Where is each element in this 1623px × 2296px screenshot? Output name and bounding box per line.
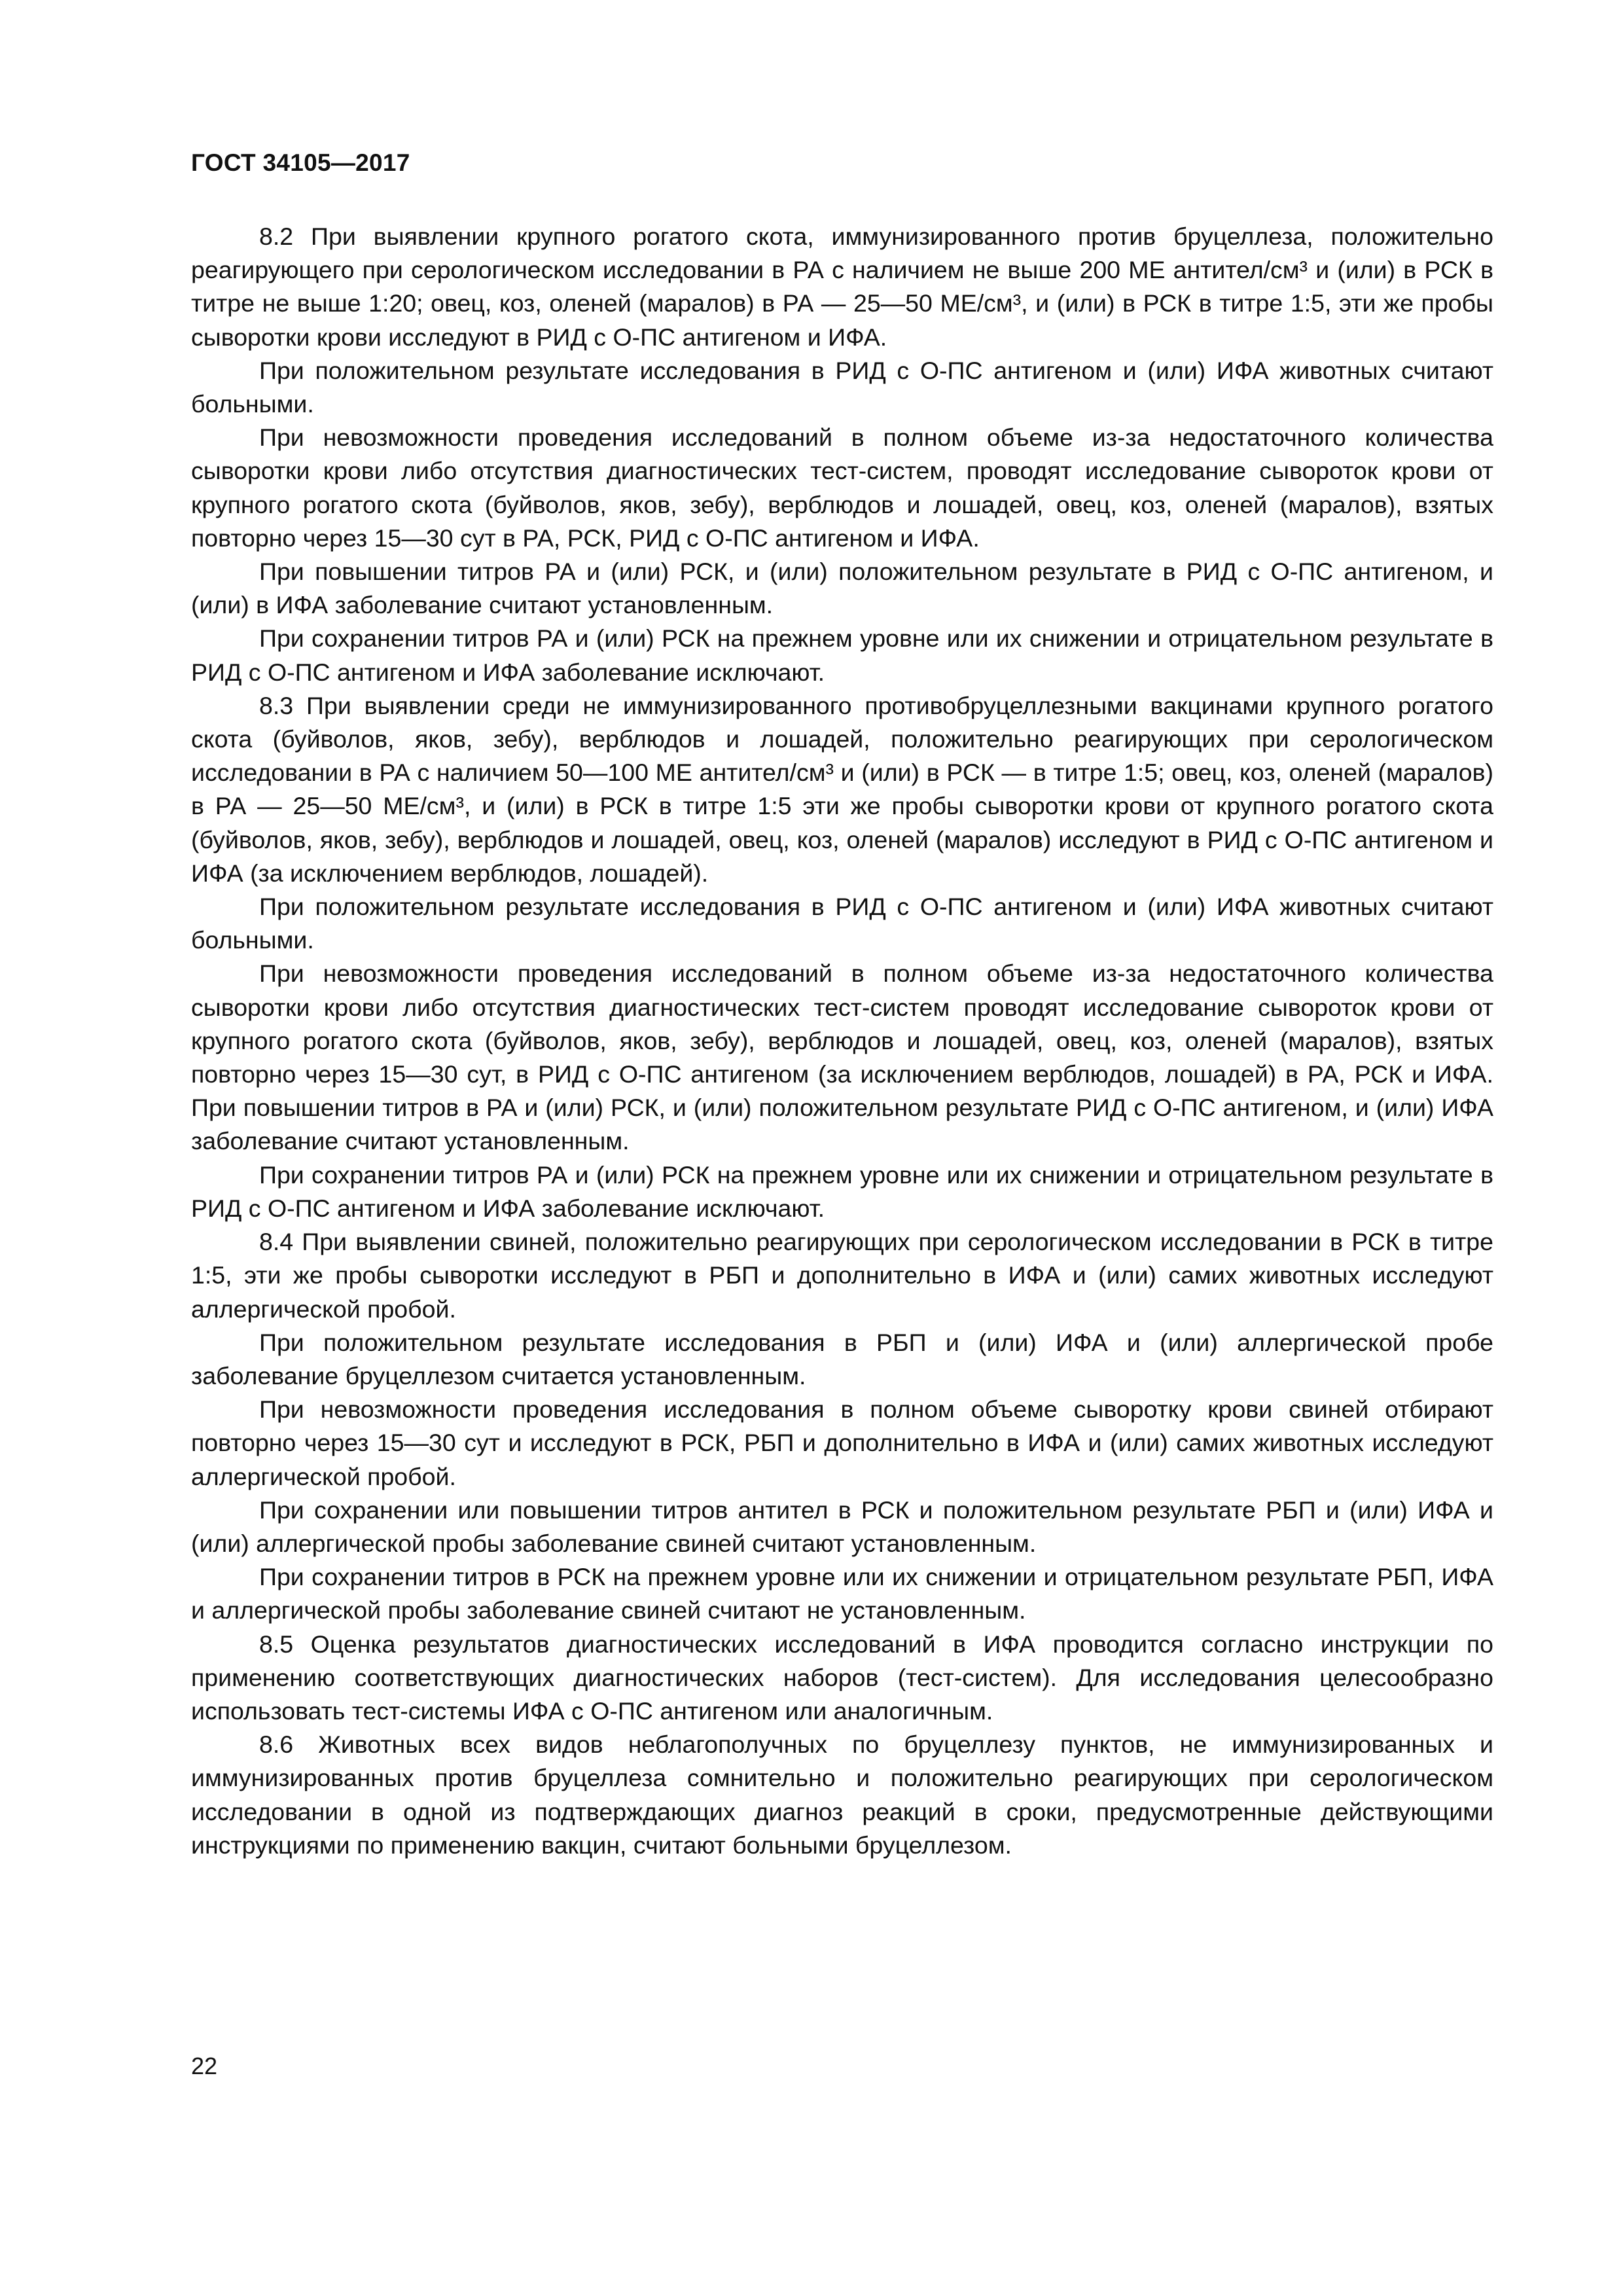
paragraph: При положительном результате исследования в РИД с О-ПС антигеном и (или) ИФА животных считают больными.	[191, 893, 1493, 954]
paragraph: При невозможности проведения исследования в полном объеме сыворотку крови свиней отбирают повторно через 15—30 сут и исследуют в РСК, РБП и дополнительно в ИФА и (или) самих животных исследуют аллергической пробой.	[191, 1395, 1493, 1490]
paragraph: При сохранении титров в РСК на прежнем уровне или их снижении и отрицательном результате РБП, ИФА и аллергической пробы заболевание свиней считают не установленным.	[191, 1563, 1493, 1624]
page-number: 22	[191, 2053, 218, 2079]
paragraph: При невозможности проведения исследований в полном объеме из-за недостаточного количества сыворотки крови либо отсутствия диагностических тест-систем, проводят исследование сывороток крови от крупного рогатого скота (буйволов, яков, зебу), верблюдов и лошадей, овец, коз, оленей (маралов), взятых повторно через 15—30 сут в РА, РСК, РИД с О-ПС антигеном и ИФА.	[191, 423, 1493, 552]
paragraph: При сохранении титров РА и (или) РСК на прежнем уровне или их снижении и отрицательном результате в РИД с О-ПС антигеном и ИФА заболевание исключают.	[191, 1160, 1493, 1222]
paragraph: При невозможности проведения исследований в полном объеме из-за недостаточного количества сыворотки крови либо отсутствия диагностических тест-систем проводят исследование сывороток крови от крупного рогатого скота (буйволов, яков, зебу), верблюдов и лошадей, овец, коз, оленей (маралов), взятых повторно через 15—30 сут, в РИД с О-ПС антигеном (за исключением верблюдов, лошадей) в РА, РСК и ИФА. При повышении титров в РА и (или) РСК, и (или) положительном результате РИД с О-ПС антигеном, и (или) ИФА заболевание считают установленным.	[191, 960, 1493, 1155]
paragraph: При положительном результате исследования в РИД с О-ПС антигеном и (или) ИФА животных считают больными.	[191, 356, 1493, 418]
paragraph-8-2: 8.2 При выявлении крупного рогатого скота, иммунизированного против бруцеллеза, положительно реагирующего при серологическом исследовании в РА с наличием не выше 200 МЕ антител/см³ и (или) в РСК в титре не выше 1:20; овец, коз, оленей (маралов) в РА — 25—50 МЕ/см³, и (или) в РСК в титре 1:5, эти же пробы сыворотки крови исследуют в РИД с О-ПС антигеном и ИФА.	[191, 223, 1493, 351]
paragraph: При сохранении или повышении титров антител в РСК и положительном результате РБП и (или) ИФА и (или) аллергической пробы заболевание свиней считают установленным.	[191, 1496, 1493, 1557]
paragraph: При повышении титров РА и (или) РСК, и (или) положительном результате в РИД с О-ПС антигеном, и (или) в ИФА заболевание считают установленным.	[191, 558, 1493, 619]
document-code-header: ГОСТ 34105—2017	[191, 149, 410, 176]
paragraph-8-4: 8.4 При выявлении свиней, положительно реагирующих при серологическом исследовании в РСК в титре 1:5, эти же пробы сыворотки исследуют в РБП и дополнительно в ИФА и (или) самих животных исследуют аллергической пробой.	[191, 1228, 1493, 1323]
paragraph-8-5: 8.5 Оценка результатов диагностических исследований в ИФА проводится согласно инструкции по применению соответствующих диагностических наборов (тест-систем). Для исследования целесообразно использовать тест-системы ИФА с О-ПС антигеном или аналогичным.	[191, 1630, 1493, 1725]
paragraph: При положительном результате исследования в РБП и (или) ИФА и (или) аллергической пробе заболевание бруцеллезом считается установленным.	[191, 1328, 1493, 1390]
document-body	[191, 220, 1493, 1862]
paragraph: При сохранении титров РА и (или) РСК на прежнем уровне или их снижении и отрицательном результате в РИД с О-ПС антигеном и ИФА заболевание исключают.	[191, 624, 1493, 686]
paragraph-8-6: 8.6 Животных всех видов неблагополучных по бруцеллезу пунктов, не иммунизированных и иммунизированных против бруцеллеза сомнительно и положительно реагирующих при серологическом исследовании в одной из подтверждающих диагноз реакций в сроки, предусмотренные действующими инструкциями по применению вакцин, считают больными бруцеллезом.	[191, 1731, 1493, 1859]
paragraph-8-3: 8.3 При выявлении среди не иммунизированного противобруцеллезными вакцинами крупного рогатого скота (буйволов, яков, зебу), верблюдов и лошадей, положительно реагирующих при серологическом исследовании в РА с наличием 50—100 МЕ антител/см³ и (или) в РСК — в титре 1:5; овец, коз, оленей (маралов) в РА — 25—50 МЕ/см³, и (или) в РСК в титре 1:5 эти же пробы сыворотки крови от крупного рогатого скота (буйволов, яков, зебу), верблюдов и лошадей, овец, коз, оленей (маралов) исследуют в РИД с О-ПС антигеном и ИФА (за исключением верблюдов, лошадей).	[191, 691, 1493, 887]
